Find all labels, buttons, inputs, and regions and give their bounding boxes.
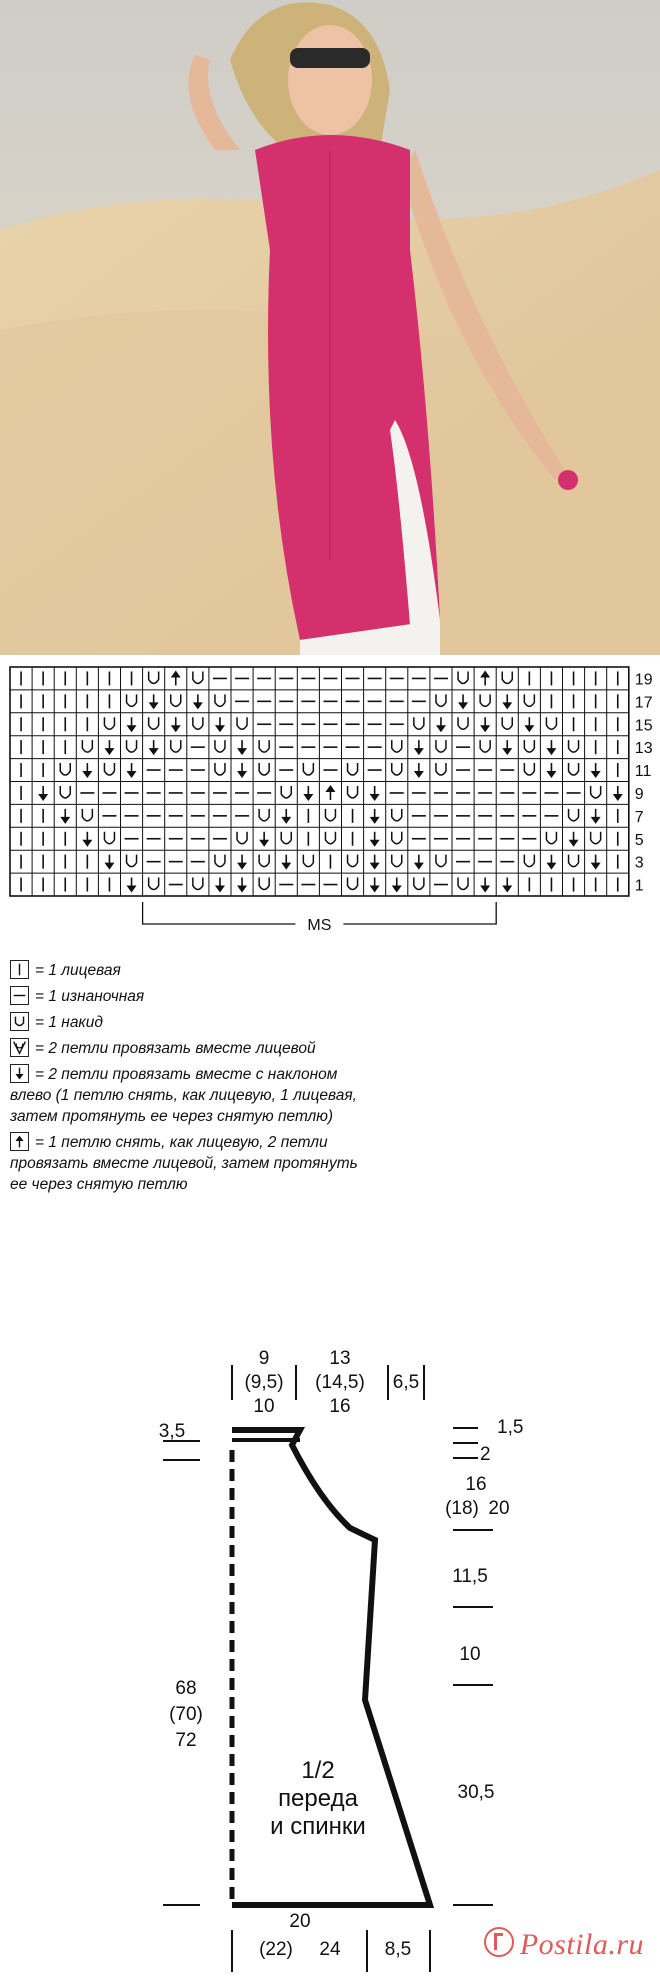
yarn-over-cell bbox=[436, 740, 446, 752]
row-number: 5 bbox=[634, 831, 644, 849]
knit-stitch-icon bbox=[10, 960, 29, 979]
dim-top-b3: 16 bbox=[329, 1396, 351, 1417]
k2tog-cell bbox=[237, 763, 247, 778]
yarn-over-cell bbox=[524, 855, 534, 867]
yarn-over-cell bbox=[392, 809, 402, 821]
k2tog-cell bbox=[414, 740, 424, 755]
k2tog-cell bbox=[480, 717, 490, 732]
dim-top-a: 9 bbox=[258, 1348, 270, 1369]
yarn-over-cell bbox=[348, 878, 358, 890]
k2tog-cell bbox=[502, 694, 512, 709]
legend-item-knit bbox=[10, 960, 370, 981]
stitch-chart bbox=[0, 660, 660, 960]
yarn-over-cell bbox=[392, 740, 402, 752]
yarn-over-cell bbox=[215, 694, 225, 706]
yarn-over-cell bbox=[591, 832, 601, 844]
row-number: 17 bbox=[634, 694, 653, 712]
yarn-over-cell bbox=[569, 763, 579, 775]
yarn-over-cell bbox=[303, 763, 313, 775]
yarn-over-cell bbox=[171, 694, 181, 706]
dim-bottom-a2: (22) bbox=[259, 1939, 293, 1960]
dim-top-c: 6,5 bbox=[392, 1372, 420, 1393]
row-number: 1 bbox=[634, 877, 644, 895]
yarn-over-cell bbox=[546, 832, 556, 844]
k2tog-cell bbox=[591, 809, 601, 824]
piece-title-1: 1/2 bbox=[301, 1757, 335, 1784]
stitch-chart-svg bbox=[0, 660, 660, 960]
dim-length2: (70) bbox=[169, 1704, 203, 1725]
k2tog-cell bbox=[436, 717, 446, 732]
yarn-over-cell bbox=[193, 878, 203, 890]
legend-text: = 1 лицевая bbox=[35, 962, 121, 979]
k2tog-cell bbox=[370, 855, 380, 870]
legend-item-k2tog bbox=[10, 1038, 370, 1059]
row-number: 19 bbox=[634, 671, 653, 689]
legend-text: = 1 петлю снять, как лицевую, 2 петли провязать вместе лицевой, затем протянуть ее через снятую петлю bbox=[10, 1134, 358, 1193]
yarn-over-cell bbox=[171, 740, 181, 752]
k2tog-cell bbox=[281, 855, 291, 870]
yarn-over-cell bbox=[436, 855, 446, 867]
k2tog-icon bbox=[10, 1038, 29, 1057]
yarn-over-cell bbox=[127, 855, 137, 867]
dim-top-a3: 10 bbox=[253, 1396, 275, 1417]
yarn-over-cell bbox=[414, 717, 424, 729]
schematic-svg bbox=[0, 1300, 660, 1982]
row-number: 11 bbox=[634, 763, 652, 781]
dim-right-4: 11,5 bbox=[452, 1566, 488, 1587]
yarn-over-cell bbox=[237, 717, 247, 729]
k2tog-cell bbox=[82, 763, 92, 778]
legend bbox=[10, 960, 370, 1200]
yarn-over-cell bbox=[414, 878, 424, 890]
yarn-over-cell bbox=[259, 763, 269, 775]
k2tog-cell bbox=[215, 717, 225, 732]
dim-length: 68 bbox=[175, 1678, 197, 1699]
piece-title-3: и спинки bbox=[270, 1813, 366, 1840]
k2tog-cell bbox=[591, 855, 601, 870]
dim-bottom-b: 8,5 bbox=[384, 1939, 412, 1960]
yarn-over-cell bbox=[436, 763, 446, 775]
yarn-over-cell bbox=[215, 740, 225, 752]
watermark: Postila.ru bbox=[484, 1927, 644, 1962]
dim-right-6: 30,5 bbox=[457, 1782, 495, 1803]
dim-bottom-a: 20 bbox=[289, 1911, 311, 1932]
k2tog-cell bbox=[127, 763, 137, 778]
k2tog-cell bbox=[193, 694, 203, 709]
yarn-over-cell bbox=[524, 763, 534, 775]
k2tog-cell bbox=[591, 763, 601, 778]
k2tog-cell bbox=[392, 878, 402, 893]
legend-item-sk2p bbox=[10, 1132, 370, 1195]
yarn-over-cell bbox=[569, 809, 579, 821]
row-number: 13 bbox=[634, 740, 653, 758]
k2tog-cell bbox=[259, 832, 269, 847]
row-number: 3 bbox=[634, 854, 644, 872]
yarn-over-cell bbox=[325, 809, 335, 821]
yarn-over-icon bbox=[10, 1012, 29, 1031]
yarn-over-cell bbox=[127, 740, 137, 752]
repeat-label: MS bbox=[307, 917, 332, 934]
k2tog-cell bbox=[414, 855, 424, 870]
legend-text: = 1 накид bbox=[35, 1014, 103, 1031]
dim-right-2: 2 bbox=[480, 1444, 491, 1465]
yarn-over-cell bbox=[104, 717, 114, 729]
yarn-over-cell bbox=[60, 786, 70, 798]
k2tog-cell bbox=[149, 694, 159, 709]
yarn-over-cell bbox=[281, 786, 291, 798]
yarn-over-cell bbox=[60, 763, 70, 775]
k2tog-cell bbox=[171, 717, 181, 732]
yarn-over-cell bbox=[259, 740, 269, 752]
k2tog-cell bbox=[546, 763, 556, 778]
k2tog-cell bbox=[215, 878, 225, 893]
yarn-over-cell bbox=[215, 763, 225, 775]
k2tog-cell bbox=[303, 786, 313, 801]
dim-top-a2: (9,5) bbox=[244, 1372, 284, 1393]
yarn-over-cell bbox=[149, 878, 159, 890]
dim-right-3b: (18) bbox=[445, 1498, 479, 1519]
k2tog-cell bbox=[546, 740, 556, 755]
yarn-over-cell bbox=[348, 855, 358, 867]
garment-schematic bbox=[0, 1300, 660, 1982]
yarn-over-cell bbox=[215, 855, 225, 867]
sk2p-icon bbox=[10, 1132, 29, 1151]
sk2p-cell bbox=[325, 785, 335, 800]
k2tog-cell bbox=[480, 878, 490, 893]
yarn-over-cell bbox=[259, 878, 269, 890]
yarn-over-cell bbox=[569, 740, 579, 752]
yarn-over-cell bbox=[149, 717, 159, 729]
k2tog-cell bbox=[237, 878, 247, 893]
k2tog-cell bbox=[370, 878, 380, 893]
row-number: 15 bbox=[634, 717, 653, 735]
dim-right-3: 16 bbox=[465, 1474, 487, 1495]
yarn-over-cell bbox=[348, 763, 358, 775]
yarn-over-cell bbox=[325, 832, 335, 844]
yarn-over-cell bbox=[104, 763, 114, 775]
yarn-over-cell bbox=[458, 717, 468, 729]
k2tog-cell bbox=[502, 878, 512, 893]
yarn-over-cell bbox=[193, 671, 203, 683]
purl-stitch-icon bbox=[10, 986, 29, 1005]
yarn-over-cell bbox=[259, 809, 269, 821]
piece-title-2: переда bbox=[278, 1785, 358, 1812]
k2tog-cell bbox=[149, 740, 159, 755]
k2tog-cell bbox=[414, 763, 424, 778]
yarn-over-cell bbox=[149, 671, 159, 683]
k2tog-cell bbox=[546, 855, 556, 870]
k2tog-cell bbox=[458, 694, 468, 709]
legend-item-purl bbox=[10, 986, 370, 1007]
yarn-over-cell bbox=[392, 763, 402, 775]
yarn-over-cell bbox=[82, 809, 92, 821]
yarn-over-cell bbox=[436, 694, 446, 706]
k2tog-cell bbox=[82, 832, 92, 847]
k2tog-cell bbox=[127, 878, 137, 893]
dim-right-1: 1,5 bbox=[497, 1417, 524, 1438]
k2tog-cell bbox=[237, 740, 247, 755]
dim-right-3c: 20 bbox=[488, 1498, 510, 1519]
yarn-over-cell bbox=[502, 671, 512, 683]
row-number: 9 bbox=[634, 785, 644, 803]
legend-item-ssk bbox=[10, 1064, 370, 1127]
dim-right-5: 10 bbox=[459, 1644, 481, 1665]
k2tog-cell bbox=[38, 786, 48, 801]
photo-illustration bbox=[0, 0, 660, 655]
yarn-over-cell bbox=[82, 740, 92, 752]
k2tog-cell bbox=[370, 832, 380, 847]
k2tog-cell bbox=[60, 809, 70, 824]
yarn-over-cell bbox=[458, 671, 468, 683]
k2tog-cell bbox=[370, 786, 380, 801]
k2tog-cell bbox=[524, 717, 534, 732]
pin-icon bbox=[484, 1927, 514, 1957]
yarn-over-cell bbox=[281, 832, 291, 844]
k2tog-cell bbox=[613, 786, 623, 801]
yarn-over-cell bbox=[569, 855, 579, 867]
legend-text: = 2 петли провязать вместе с наклоном влево (1 петлю снять, как лицевую, 1 лицевая, затем протянуть ее через снятую петлю) bbox=[10, 1066, 357, 1125]
k2tog-cell bbox=[104, 740, 114, 755]
yarn-over-cell bbox=[480, 740, 490, 752]
dim-top-b: 13 bbox=[329, 1348, 351, 1369]
k2tog-cell bbox=[127, 717, 137, 732]
yarn-over-cell bbox=[392, 855, 402, 867]
yarn-over-cell bbox=[237, 832, 247, 844]
k2tog-cell bbox=[370, 809, 380, 824]
legend-text: = 2 петли провязать вместе лицевой bbox=[35, 1040, 316, 1057]
yarn-over-cell bbox=[458, 878, 468, 890]
yarn-over-cell bbox=[104, 832, 114, 844]
yarn-over-cell bbox=[591, 786, 601, 798]
yarn-over-cell bbox=[392, 832, 402, 844]
yarn-over-cell bbox=[303, 855, 313, 867]
legend-item-yarn-over bbox=[10, 1012, 370, 1033]
sk2p-cell bbox=[171, 670, 181, 685]
yarn-over-cell bbox=[546, 717, 556, 729]
yarn-over-cell bbox=[524, 694, 534, 706]
k2tog-cell bbox=[104, 855, 114, 870]
yarn-over-cell bbox=[127, 694, 137, 706]
k2tog-cell bbox=[569, 832, 579, 847]
row-number: 7 bbox=[634, 808, 644, 826]
k2tog-cell bbox=[502, 740, 512, 755]
yarn-over-cell bbox=[193, 717, 203, 729]
sk2p-cell bbox=[480, 670, 490, 685]
yarn-over-cell bbox=[348, 786, 358, 798]
yarn-over-cell bbox=[502, 717, 512, 729]
legend-text: = 1 изнаночная bbox=[35, 988, 145, 1005]
yarn-over-cell bbox=[480, 694, 490, 706]
model-photo bbox=[0, 0, 660, 655]
k2tog-cell bbox=[237, 855, 247, 870]
dim-top-b2: (14,5) bbox=[315, 1372, 365, 1393]
dim-length3: 72 bbox=[175, 1730, 197, 1751]
k2tog-cell bbox=[281, 809, 291, 824]
yarn-over-cell bbox=[259, 855, 269, 867]
dim-bottom-a3: 24 bbox=[319, 1939, 341, 1960]
dim-left-top: 3,5 bbox=[158, 1421, 186, 1442]
ssk-icon bbox=[10, 1064, 29, 1083]
yarn-over-cell bbox=[524, 740, 534, 752]
